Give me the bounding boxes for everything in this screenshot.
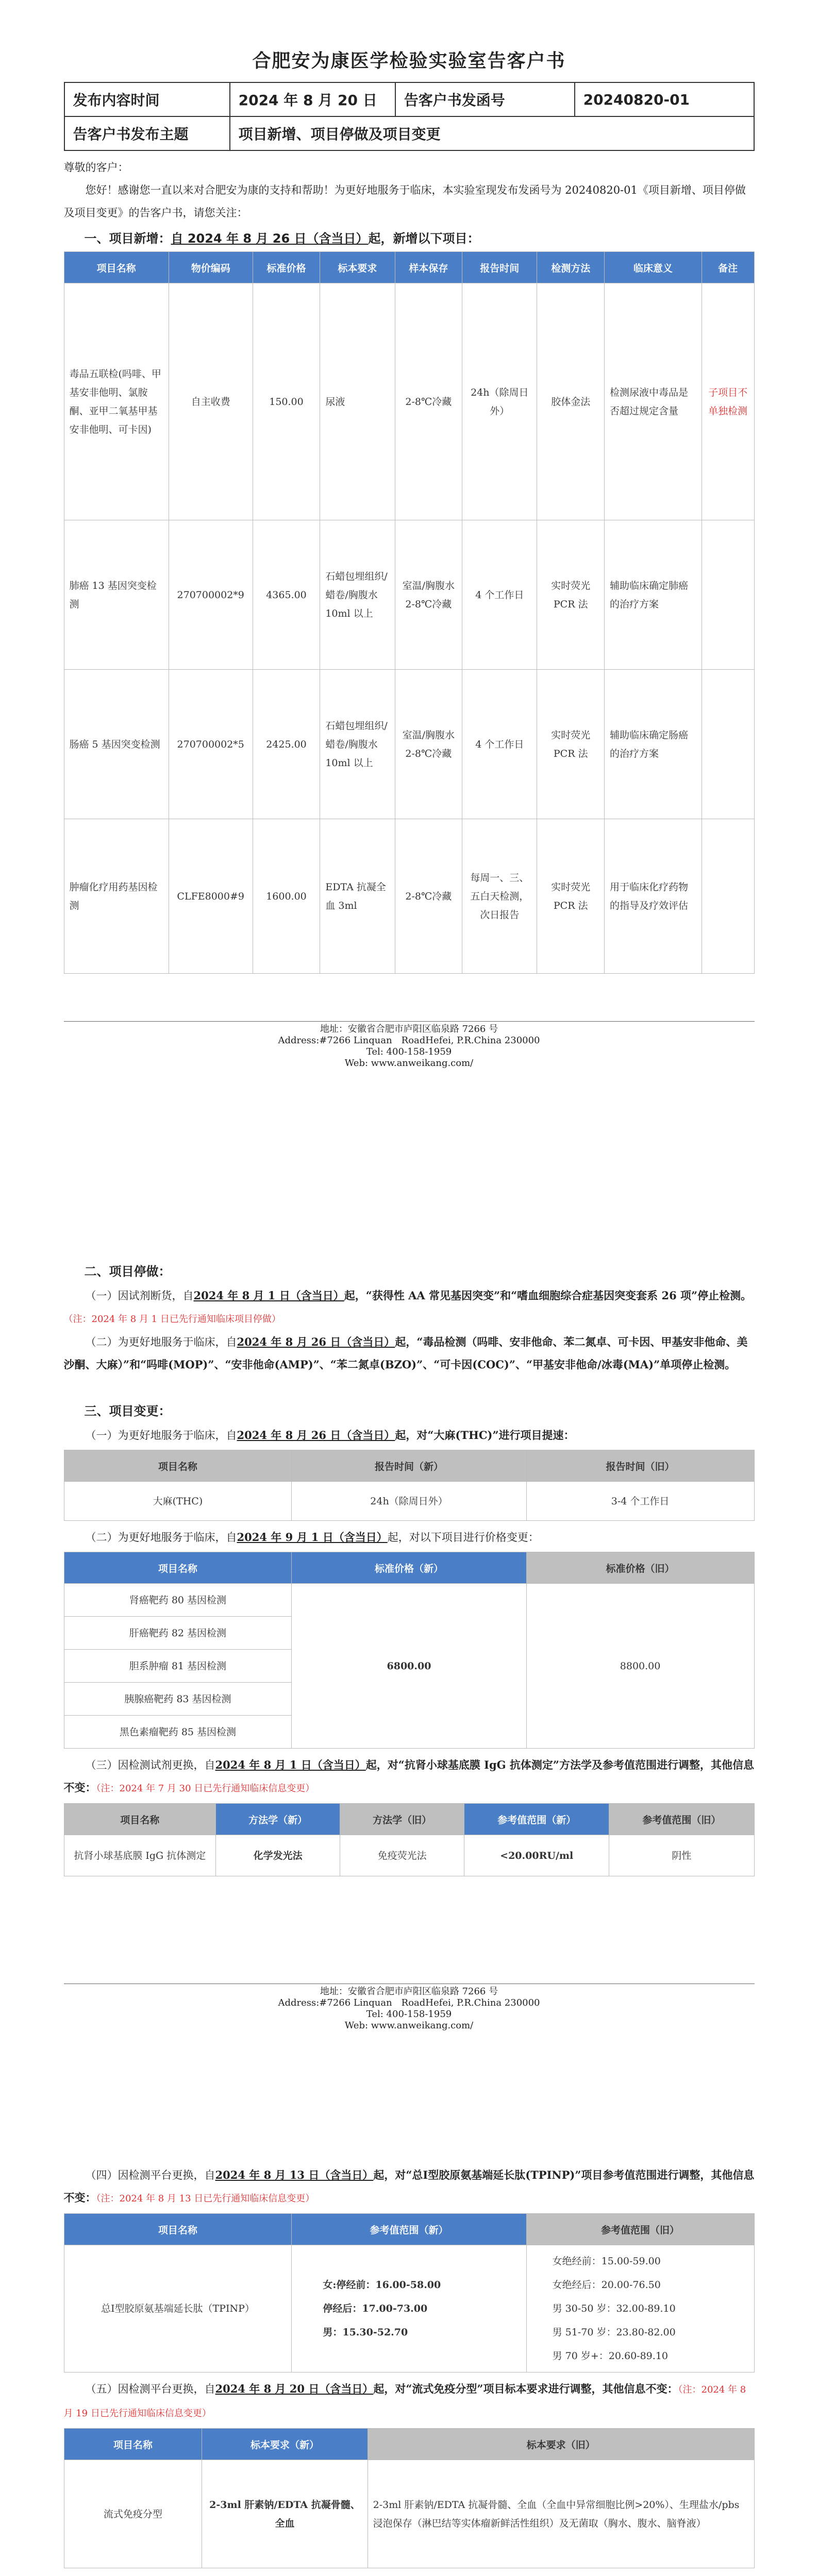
page-2 xyxy=(0,1257,818,2031)
table-cell: EDTA 抗凝全血 3ml xyxy=(320,819,395,974)
table-cell: 尿液 xyxy=(320,283,395,520)
new-table-header: 样本保存 xyxy=(395,252,462,283)
stop-item-2: （二）为更好地服务于临床，自2024 年 8 月 26 日（含当日）起，“毒品检测（吗啡、安非他命、苯二氮卓、可卡因、甲基安非他命、美沙酮、大麻）”和“吗啡(MOP)”、“安非他命(AMP)”、“苯二氮卓(BZO)”、“可卡因(COC)”、“甲基安非他命/冰毒(MA)”单项停止检测。 xyxy=(63,1335,748,1371)
price-item-name: 黑色素瘤靶药 85 基因检测 xyxy=(64,1716,292,1749)
page-1 xyxy=(0,0,818,1069)
price-table: 项目名称 标准价格（新） 标准价格（旧） 肾癌靶药 80 基因检测 6800.00 8800.00 肝癌靶药 82 基因检测 胆系肿瘤 81 基因检测 胰腺癌靶药 83 基因检测 黑色素瘤靶药 85 基因检测 xyxy=(64,1552,755,1749)
letter-number-label: 告客户书发函号 xyxy=(395,82,575,116)
change-item-2: （二）为更好地服务于临床，自2024 年 9 月 1 日（含当日）起，对以下项目进行价格变更： xyxy=(85,1531,539,1544)
new-table-header: 项目名称 xyxy=(64,252,169,283)
footer-address-cn: 地址：安徽省合肥市庐阳区临泉路 7266 号 xyxy=(320,1024,498,1035)
stop-item-1: （一）因试剂断货，自2024 年 8 月 1 日（含当日）起，“获得性 AA 常见基因突变”和“嗜血细胞综合症基因突变套系 26 项”停止检测。（注：2024 年 8 月 1 日已先行通知临床项目停做） xyxy=(63,1289,752,1325)
table-cell: 2-8℃冷藏 xyxy=(395,819,462,974)
table-cell: 自主收费 xyxy=(169,283,253,520)
section-1-date: 自 2024 年 8 月 26 日（含当日） xyxy=(171,231,369,246)
new-table-header: 标准价格 xyxy=(253,252,320,283)
table-cell: 室温/胸腹水 2-8℃冷藏 xyxy=(395,670,462,819)
price-item-name: 胆系肿瘤 81 基因检测 xyxy=(64,1650,292,1683)
price-item-name: 胰腺癌靶药 83 基因检测 xyxy=(64,1683,292,1716)
table-cell: 实时荧光 PCR 法 xyxy=(537,819,605,974)
change-item-5: （五）因检测平台更换，自2024 年 8 月 20 日（含当日）起，对“流式免疫分型”项目标本要求进行调整，其他信息不变：（注：2024 年 8 月 19 日已先行通知临床信息变更） xyxy=(63,2382,746,2419)
range-line: 男：15.30-52.70 xyxy=(323,2327,408,2338)
table-row xyxy=(64,283,754,520)
table-cell: 270700002*9 xyxy=(169,520,253,670)
table-cell xyxy=(702,520,754,670)
stop-item-1-note: （注：2024 年 8 月 1 日已先行通知临床项目停做） xyxy=(63,1314,281,1325)
new-table-header: 标本要求 xyxy=(320,252,395,283)
table-cell: 肿瘤化疗用药基因检测 xyxy=(64,819,169,974)
table-cell: 室温/胸腹水 2-8℃冷藏 xyxy=(395,520,462,670)
new-table-header: 检测方法 xyxy=(537,252,605,283)
table-cell: 150.00 xyxy=(253,283,320,520)
tpinp-table: 项目名称 参考值范围（新） 参考值范围（旧） 总Ⅰ型胶原氨基端延长肽（TPINP） 女:停经前：16.00-58.00 停经后：17.00-73.00 男：15.30-52.70 女绝经前：15.00-59.00 女绝经后：20.00-76.50 男 30-50 岁：32.00-89.10 男 51-70 岁：23.80-82.00 男 70 岁+：20.60-89.10 xyxy=(64,2213,755,2372)
new-table-header: 临床意义 xyxy=(605,252,702,283)
intro-paragraph: 您好！感谢您一直以来对合肥安为康的支持和帮助！为更好地服务于临床，本实验室现发布发函号为 20240820-01《项目新增、项目停做及项目变更》的告客户书，请您关注： xyxy=(63,184,746,219)
document-title: 合肥安为康医学检验实验室告客户书 xyxy=(252,50,566,72)
table-cell: 毒品五联检(吗啡、甲基安非他明、氯胺酮、亚甲二氧基甲基安非他明、可卡因) xyxy=(64,283,169,520)
new-table-header: 备注 xyxy=(702,252,754,283)
table-cell: 1600.00 xyxy=(253,819,320,974)
section-2-heading: 二、项目停做： xyxy=(84,1264,171,1279)
table-row xyxy=(64,520,754,670)
table-cell: CLFE8000#9 xyxy=(169,819,253,974)
price-item-name: 肾癌靶药 80 基因检测 xyxy=(64,1584,292,1617)
footer-web: Web: www.anweikang.com/ xyxy=(344,1058,474,1069)
change-item-1: （一）为更好地服务于临床，自2024 年 8 月 26 日（含当日）起，对“大麻(THC)”进行项目提速： xyxy=(85,1429,575,1442)
table-cell: 4365.00 xyxy=(253,520,320,670)
table-cell: 石蜡包埋组织/蜡卷/胸腹水 10ml 以上 xyxy=(320,520,395,670)
speed-item-name: 大麻(THC) xyxy=(64,1482,292,1521)
table-row xyxy=(64,819,754,974)
range-line: 男 70 岁+：20.60-89.10 xyxy=(552,2350,668,2362)
table-cell: 每周一、三、五白天检测，次日报告 xyxy=(462,819,537,974)
table-cell: 2-8℃冷藏 xyxy=(395,283,462,520)
footer-page-2: 地址：安徽省合肥市庐阳区临泉路 7266 号 Address:#7266 Linquan RoadHefei, P.R.China 230000 Tel: 400-158-1959 Web: www.anweikang.com/ xyxy=(0,1984,818,2031)
table-cell: 子项目不单独检测 xyxy=(702,283,754,520)
page-3 xyxy=(0,2164,818,2576)
price-old: 8800.00 xyxy=(526,1584,754,1749)
change-item-4: （四）因检测平台更换，自2024 年 8 月 13 日（含当日）起，对“总Ⅰ型胶原氨基端延长肽(TPINP)”项目参考值范围进行调整，其他信息不变：（注：2024 年 8 月 13 日已先行通知临床信息变更） xyxy=(63,2168,755,2204)
method-table: 项目名称 方法学（新） 方法学（旧） 参考值范围（新） 参考值范围（旧） 抗肾小球基底膜 IgG 抗体测定 化学发光法 免疫荧光法 <20.00RU/ml 阴性 xyxy=(64,1803,755,1876)
new-table-header: 报告时间 xyxy=(462,252,537,283)
section-1-heading: 一、项目新增：自 2024 年 8 月 26 日（含当日）起，新增以下项目： xyxy=(84,231,480,246)
footer-page-1 xyxy=(0,1021,818,1069)
table-cell: 肠癌 5 基因突变检测 xyxy=(64,670,169,819)
table-cell: 用于临床化疗药物的指导及疗效评估 xyxy=(605,819,702,974)
footer-tel: Tel: 400-158-1959 xyxy=(366,1046,452,1057)
range-line: 男 30-50 岁：32.00-89.10 xyxy=(552,2303,676,2314)
table-cell: 检测尿液中毒品是否超过规定含量 xyxy=(605,283,702,520)
speed-time-old: 3-4 个工作日 xyxy=(526,1482,754,1521)
range-line: 女:停经前：16.00-58.00 xyxy=(323,2279,441,2291)
publish-time-value: 2024 年 8 月 20 日 xyxy=(230,82,395,116)
price-new: 6800.00 xyxy=(292,1584,526,1749)
table-cell: 4 个工作日 xyxy=(462,670,537,819)
new-table-header: 物价编码 xyxy=(169,252,253,283)
tpinp-name: 总Ⅰ型胶原氨基端延长肽（TPINP） xyxy=(64,2245,292,2372)
footer-address-en: Address:#7266 Linquan RoadHefei, P.R.China 230000 xyxy=(278,1035,540,1046)
table-cell: 4 个工作日 xyxy=(462,520,537,670)
tpinp-range-new xyxy=(292,2245,526,2372)
change-item-3: （三）因检测试剂更换，自2024 年 8 月 1 日（含当日）起，对“抗肾小球基底膜 IgG 抗体测定”方法学及参考值范围进行调整，其他信息不变：（注：2024 年 7 月 30 日已先行通知临床信息变更） xyxy=(63,1758,754,1794)
specimen-table: 项目名称 标本要求（新） 标本要求（旧） 流式免疫分型 2-3ml 肝素钠/EDTA 抗凝骨髓、全血 2-3ml 肝素钠/EDTA 抗凝骨髓、全血（全血中异常细胞比例>20%）、生理盐水/pbs 浸泡保存（淋巴结等实体瘤新鲜活性组织）及无菌取（胸水、腹水、脑脊液） xyxy=(64,2428,755,2568)
topic-value: 项目新增、项目停做及项目变更 xyxy=(230,116,754,150)
tpinp-range-old xyxy=(526,2245,754,2372)
topic-label: 告客户书发布主题 xyxy=(64,116,230,150)
range-line: 男 51-70 岁：23.80-82.00 xyxy=(552,2327,676,2338)
table-cell: 胶体金法 xyxy=(537,283,605,520)
table-cell: 辅助临床确定肺癌的治疗方案 xyxy=(605,520,702,670)
table-cell: 实时荧光 PCR 法 xyxy=(537,670,605,819)
price-item-name: 肝癌靶药 82 基因检测 xyxy=(64,1617,292,1650)
table-cell: 270700002*5 xyxy=(169,670,253,819)
range-line: 停经后：17.00-73.00 xyxy=(323,2303,428,2314)
range-line: 女绝经前：15.00-59.00 xyxy=(552,2256,661,2267)
table-row xyxy=(64,670,754,819)
section-3-heading: 三、项目变更： xyxy=(84,1404,171,1418)
table-cell: 2425.00 xyxy=(253,670,320,819)
publish-time-label: 发布内容时间 xyxy=(64,82,230,116)
table-cell xyxy=(702,670,754,819)
table-cell: 实时荧光 PCR 法 xyxy=(537,520,605,670)
range-line: 女绝经后：20.00-76.50 xyxy=(552,2279,661,2291)
letter-number-value: 20240820-01 xyxy=(575,82,754,116)
table-cell: 24h（除周日外） xyxy=(462,283,537,520)
table-cell xyxy=(702,819,754,974)
speed-table: 项目名称 报告时间（新） 报告时间（旧） 大麻(THC) 24h（除周日外） 3-4 个工作日 xyxy=(64,1450,755,1521)
table-row xyxy=(64,1584,754,1617)
new-items-table xyxy=(64,251,755,974)
table-cell: 肺癌 13 基因突变检测 xyxy=(64,520,169,670)
table-cell: 辅助临床确定肠癌的治疗方案 xyxy=(605,670,702,819)
meta-table xyxy=(64,82,755,151)
greeting: 尊敬的客户： xyxy=(63,161,129,174)
speed-time-new: 24h（除周日外） xyxy=(292,1482,526,1521)
table-cell: 石蜡包埋组织/蜡卷/胸腹水 10ml 以上 xyxy=(320,670,395,819)
